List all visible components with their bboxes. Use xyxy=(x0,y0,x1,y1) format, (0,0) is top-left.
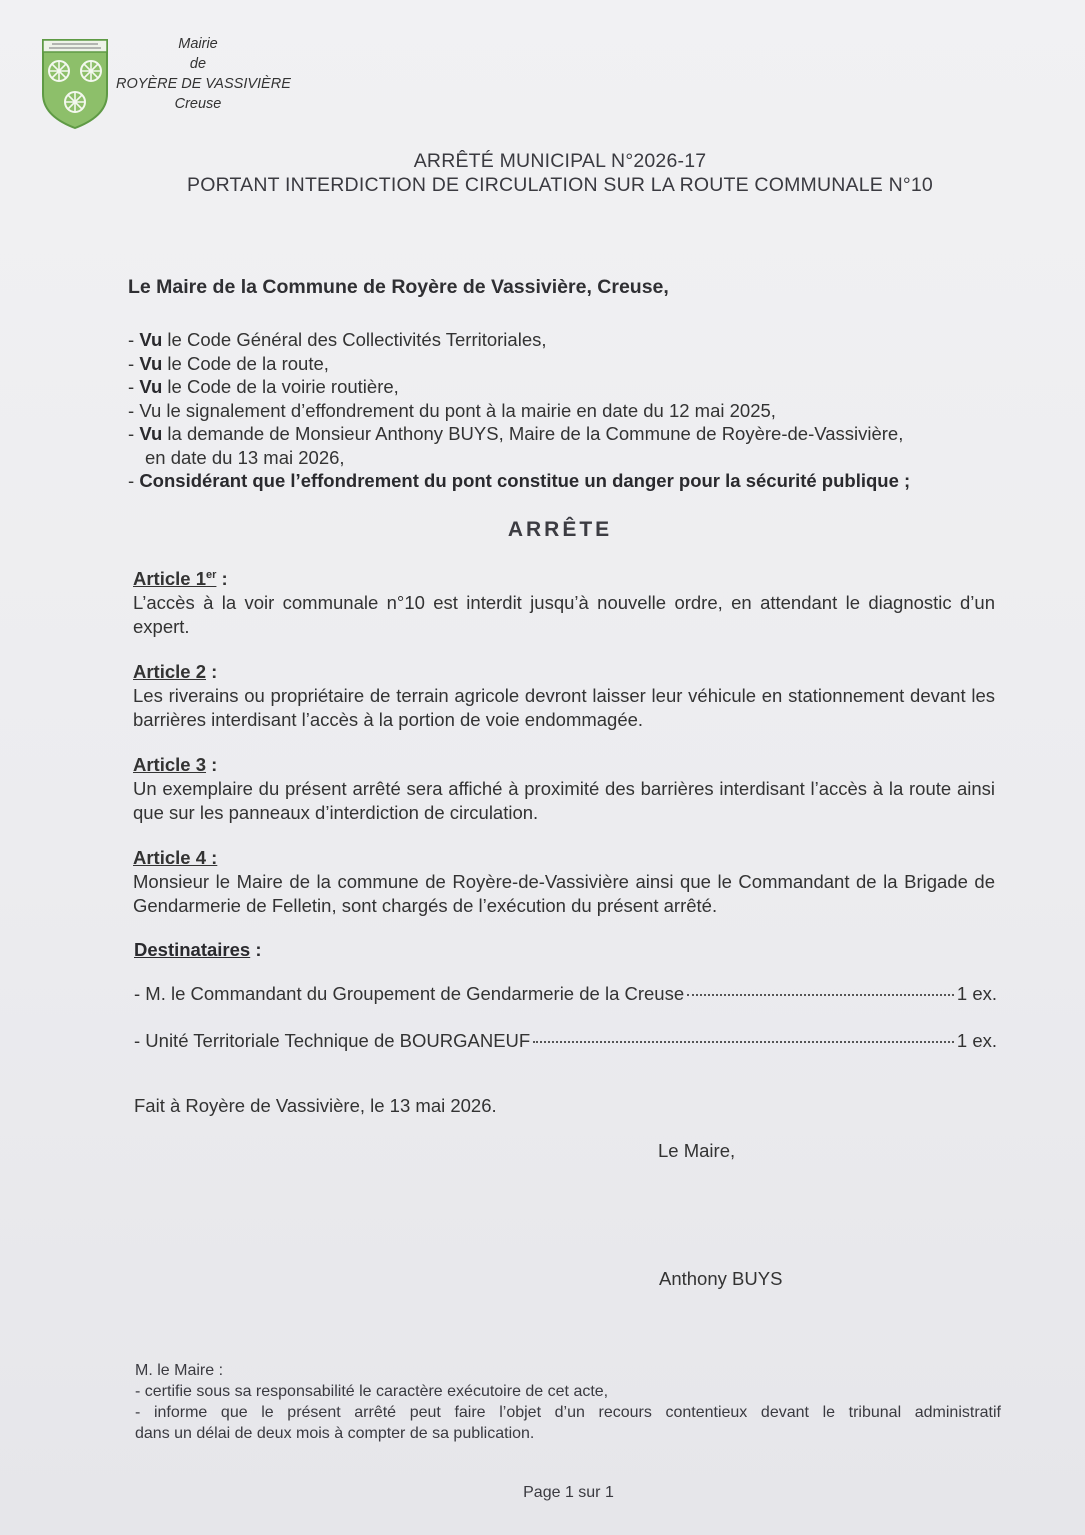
signature-name: Anthony BUYS xyxy=(659,1268,783,1289)
destinataires-title: Destinataires : xyxy=(134,939,262,960)
visa-item-continuation: en date du 13 mai 2026, xyxy=(145,446,345,468)
visa-item: - Vu le signalement d’effondrement du pont à la mairie en date du 12 mai 2025, xyxy=(128,399,776,421)
document-subtitle: PORTANT INTERDICTION DE CIRCULATION SUR LA ROUTE COMMUNALE N°10 xyxy=(187,174,933,196)
article-title: Article 1er xyxy=(133,568,217,589)
visa-item: - Vu le Code de la route, xyxy=(128,352,329,374)
article-body: Monsieur le Maire de la commune de Royère-de-Vassivière ainsi que le Commandant de la Brigade de Gendarmerie de Felletin, sont chargés de l’exécution du présent arrêté. xyxy=(133,871,995,916)
place-and-date: Fait à Royère de Vassivière, le 13 mai 2026. xyxy=(134,1095,497,1116)
article-3: Article 3 : Un exemplaire du présent arrêté sera affiché à proximité des barrières interdisant l’accès à la route ainsi que sur les panneaux d’interdiction de circulation. xyxy=(133,754,995,823)
visa-item: - Vu le Code Général des Collectivités Territoriales, xyxy=(128,329,547,350)
article-body: Un exemplaire du présent arrêté sera affiché à proximité des barrières interdisant l’accès à la route ainsi que sur les panneaux d’interdiction de circulation. xyxy=(133,778,995,823)
coat-of-arms-logo xyxy=(40,36,110,130)
visa-item-considerant: - Considérant que l’effondrement du pont constitue un danger pour la sécurité publique ; xyxy=(128,470,911,491)
intro-line: Le Maire de la Commune de Royère de Vassivière, Creuse, xyxy=(128,276,669,298)
article-title: Article 2 xyxy=(133,661,207,682)
visa-item: - Vu la demande de Monsieur Anthony BUYS, Maire de la Commune de Royère-de-Vassivière, xyxy=(128,423,904,444)
arrete-heading: ARRÊTE xyxy=(507,518,613,541)
signature-role: Le Maire, xyxy=(658,1140,736,1161)
article-2: Article 2 : Les riverains ou propriétaire de terrain agricole devront laisser leur véhicule en stationnement devant les barrières interdisant l’accès à la portion de voie endommagée. xyxy=(133,661,995,730)
mairie-line: de xyxy=(189,56,207,72)
article-title: Article 3 xyxy=(133,754,207,775)
article-title: Article 4 : xyxy=(133,847,218,868)
mairie-line: Mairie xyxy=(178,36,218,52)
mairie-line: ROYÈRE DE VASSIVIÈRE xyxy=(116,76,291,92)
destinataire-item: - M. le Commandant du Groupement de Gendarmerie de la Creuse 1 ex. xyxy=(134,983,997,1004)
document-title: ARRÊTÉ MUNICIPAL N°2026-17 xyxy=(413,150,707,172)
article-4 xyxy=(133,846,995,918)
page-number: Page 1 sur 1 xyxy=(523,1484,614,1501)
visa-item: - Vu le Code de la voirie routière, xyxy=(128,376,399,397)
visas-list xyxy=(128,328,998,493)
article-body: Les riverains ou propriétaire de terrain agricole devront laisser leur véhicule en stationnement devant les barrières interdisant l’accès à la portion de voie endommagée. xyxy=(133,685,995,730)
legal-footnote: M. le Maire : - certifie sous sa responsabilité le caractère exécutoire de cet acte, - informe que le présent arrêté peut faire l’objet d’un recours contentieux devant le tribunal administratif dans un délai de deux mois à compter de sa publication. xyxy=(135,1362,1001,1442)
mairie-header xyxy=(116,34,291,114)
article-1: Article 1er : L’accès à la voir communale n°10 est interdit jusqu’à nouvelle ordre, en attendant le diagnostic d’un expert. xyxy=(133,568,995,637)
article-body: L’accès à la voir communale n°10 est interdit jusqu’à nouvelle ordre, en attendant le diagnostic d’un expert. xyxy=(133,592,995,637)
mairie-line: Creuse xyxy=(174,96,222,112)
destinataire-item: - Unité Territoriale Technique de BOURGANEUF 1 ex. xyxy=(134,1030,997,1051)
